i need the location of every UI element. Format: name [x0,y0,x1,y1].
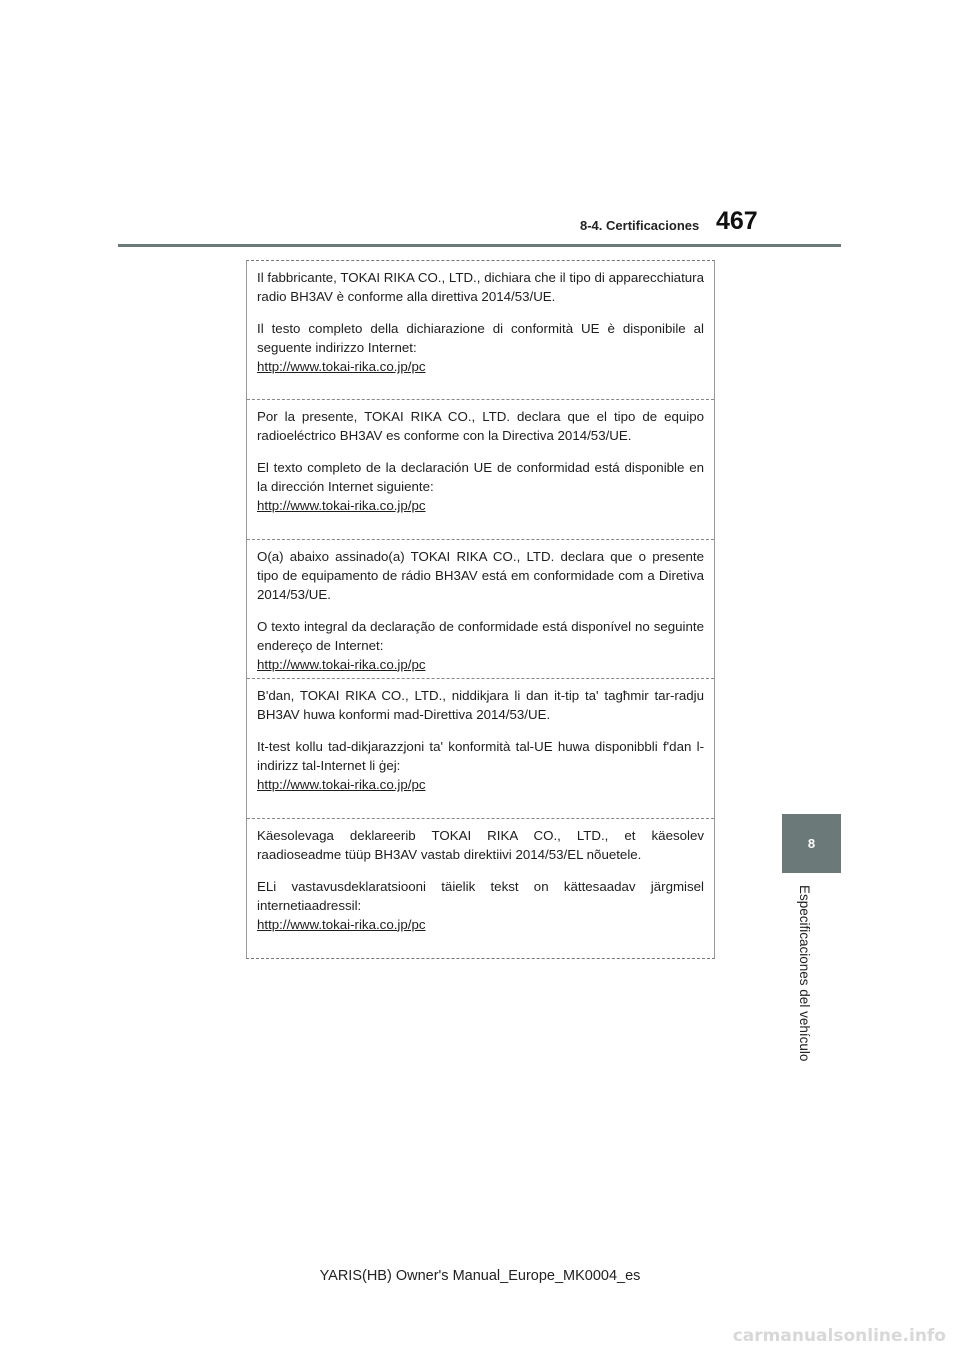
header-divider [118,244,841,247]
certificate-block-maltese [247,679,714,818]
availability-text [257,319,704,376]
availability-text [257,617,704,674]
section-title: 8-4. Certificaciones [580,218,700,233]
certificate-url-link[interactable]: http://www.tokai-rika.co.jp/pc [257,656,426,672]
availability-sentence: O texto integral da declaração de conformidade está disponível no seguinte endereço de Internet: [257,618,704,653]
certificate-url-link[interactable]: http://www.tokai-rika.co.jp/pc [257,498,426,514]
chapter-title: Especificaciones del vehículo [797,885,812,1062]
declaration-text: B'dan, TOKAI RIKA CO., LTD., niddikjara li dan it-tip ta' tagħmir tar-radju BH3AV huwa konformi mad-Direttiva 2014/53/UE. [257,688,704,723]
page-number: 467 [716,207,758,235]
availability-sentence: It-test kollu tad-dikjarazzjoni ta' konformità tal-UE huwa disponibbli f'dan l-indirizz tal-Internet li ġej: [257,739,704,774]
certificate-block-portuguese [247,540,714,679]
certifications-box [246,260,715,959]
availability-sentence: Il testo completo della dichiarazione di conformità UE è disponibile al seguente indirizzo Internet: [257,321,704,355]
availability-text [257,737,704,794]
availability-sentence: El texto completo de la declaración UE de conformidad está disponible en la dirección Internet siguiente: [257,460,704,495]
certificate-url-link[interactable]: http://www.tokai-rika.co.jp/pc [257,916,426,932]
chapter-tab [782,814,841,873]
certificate-block-spanish [247,400,714,539]
certificate-block-estonian [247,819,714,958]
availability-sentence: ELi vastavusdeklaratsiooni täielik tekst on kättesaadav järgmisel internetiaadressil: [257,878,704,913]
declaration-text: O(a) abaixo assinado(a) TOKAI RIKA CO., LTD. declara que o presente tipo de equipamento de rádio BH3AV está em conformidade com a Diretiva 2014/53/UE. [257,548,704,602]
availability-text [257,877,704,934]
chapter-number: 8 [807,836,816,851]
declaration-text: Käesolevaga deklareerib TOKAI RIKA CO., LTD., et käesolev raadioseadme tüüp BH3AV vastab direktiivi 2014/53/EL nõuetele. [257,827,704,862]
declaration-text: Por la presente, TOKAI RIKA CO., LTD. declara que el tipo de equipo radioeléctrico BH3AV es conforme con la Directiva 2014/53/UE. [257,409,704,444]
availability-text [257,458,704,515]
manual-identifier: YARIS(HB) Owner's Manual_Europe_MK0004_es [319,1268,641,1284]
declaration-text: Il fabbricante, TOKAI RIKA CO., LTD., dichiara che il tipo di apparecchiatura radio BH3AV è conforme alla direttiva 2014/53/UE. [257,270,704,304]
watermark: carmanualsonline.info [732,1326,946,1346]
certificate-url-link[interactable]: http://www.tokai-rika.co.jp/pc [257,359,426,374]
certificate-url-link[interactable]: http://www.tokai-rika.co.jp/pc [257,777,426,793]
certificate-block-italian [247,261,714,400]
